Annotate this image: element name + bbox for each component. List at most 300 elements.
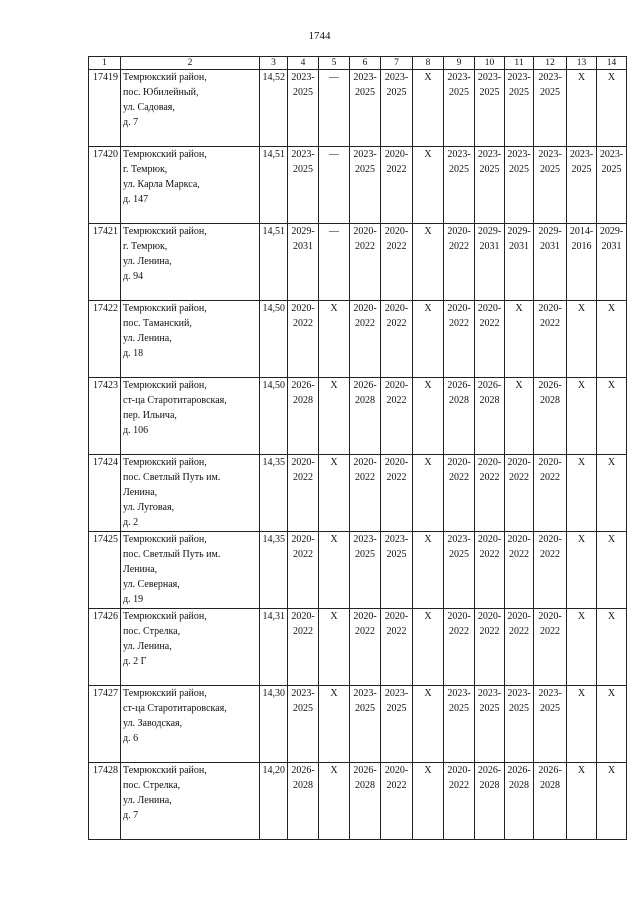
cell-line: 2023- — [538, 149, 562, 160]
period-cell — [350, 301, 381, 378]
period-cell — [413, 609, 444, 686]
period-cell — [444, 70, 475, 147]
cell-line: Ленина, — [123, 564, 158, 575]
cell-line: 2025 — [509, 164, 529, 175]
cell-line: 2028 — [355, 780, 375, 791]
cell-line: 2029- — [599, 226, 624, 237]
cell-line: д. 7 — [123, 117, 139, 128]
cell-line: Темрюкский район, — [123, 688, 207, 699]
cell-line: 2025 — [386, 549, 407, 560]
cell-line: 2031 — [509, 241, 529, 252]
table-row — [89, 224, 627, 301]
cell-line: ст-ца Старотитаровская, — [123, 395, 227, 406]
cell-line: 2020- — [538, 303, 562, 314]
period-cell — [597, 455, 627, 532]
period-cell — [381, 609, 413, 686]
column-header: 14 — [597, 57, 627, 70]
record-number: 17422 — [89, 301, 121, 378]
period-cell — [475, 70, 505, 147]
cell-line: 2023- — [599, 149, 624, 160]
cell-line: 2023- — [507, 149, 531, 160]
record-number: 17420 — [89, 147, 121, 224]
cell-line: ул. Ленина, — [123, 795, 172, 806]
cell-line: 2020- — [447, 226, 471, 237]
cell-line: д. 2 Г — [123, 656, 147, 667]
address-cell — [121, 301, 260, 378]
cell-line: Темрюкский район, — [123, 611, 207, 622]
cell-line: д. 19 — [123, 594, 144, 605]
period-cell — [534, 532, 567, 609]
period-cell — [413, 763, 444, 840]
period-cell — [319, 301, 350, 378]
cell-line: 2020- — [291, 457, 315, 468]
cell-line: X — [607, 534, 616, 545]
period-cell — [350, 686, 381, 763]
cell-line: X — [577, 534, 586, 545]
cell-line: 2014- — [569, 226, 594, 237]
cell-line: 2022 — [449, 626, 469, 637]
cell-line: 2020- — [447, 765, 471, 776]
period-cell — [444, 532, 475, 609]
column-header: 2 — [121, 57, 260, 70]
cell-line: 2022 — [449, 472, 469, 483]
period-cell — [534, 301, 567, 378]
table-row — [89, 686, 627, 763]
table-row — [89, 70, 627, 147]
cell-line: 2020- — [477, 457, 502, 468]
period-cell — [350, 455, 381, 532]
cell-line: 2029- — [477, 226, 502, 237]
period-cell — [567, 686, 597, 763]
period-cell — [475, 455, 505, 532]
column-header: 3 — [260, 57, 288, 70]
cell-line: 2028 — [355, 395, 375, 406]
cell-line: X — [607, 765, 616, 776]
cell-line: — — [329, 149, 339, 160]
period-cell — [534, 455, 567, 532]
period-cell — [413, 301, 444, 378]
cell-line: пос. Светлый Путь им. — [123, 549, 221, 560]
cell-line: 2020- — [384, 303, 409, 314]
period-cell — [534, 147, 567, 224]
cell-line: 2020- — [447, 303, 471, 314]
period-cell — [505, 147, 534, 224]
cell-line: пос. Светлый Путь им. — [123, 472, 221, 483]
period-cell — [413, 70, 444, 147]
record-number: 17426 — [89, 609, 121, 686]
period-cell — [597, 763, 627, 840]
period-cell — [567, 301, 597, 378]
period-cell — [567, 70, 597, 147]
cell-line: X — [424, 303, 432, 314]
column-header: 11 — [505, 57, 534, 70]
table-row — [89, 609, 627, 686]
cell-line: 2025 — [355, 703, 375, 714]
table-row — [89, 378, 627, 455]
period-cell — [319, 224, 350, 301]
area-cell: 14,50 — [260, 301, 288, 378]
cell-line: 2020- — [447, 457, 471, 468]
cell-line: 2020- — [538, 457, 562, 468]
period-cell — [319, 147, 350, 224]
cell-line: 2025 — [601, 164, 622, 175]
cell-line: 2020- — [291, 303, 315, 314]
cell-line: 2022 — [540, 549, 560, 560]
cell-line: 2031 — [540, 241, 560, 252]
period-cell — [567, 763, 597, 840]
cell-line: 2022 — [509, 549, 529, 560]
cell-line: 2025 — [355, 87, 375, 98]
column-header: 7 — [381, 57, 413, 70]
cell-line: 2022 — [449, 318, 469, 329]
cell-line: 2025 — [449, 87, 469, 98]
cell-line: 2022 — [386, 318, 407, 329]
cell-line: X — [607, 72, 616, 83]
cell-line: 2023- — [353, 149, 377, 160]
cell-line: 2022 — [479, 318, 500, 329]
cell-line: X — [424, 611, 432, 622]
cell-line: 2023- — [477, 688, 502, 699]
cell-line: 2022 — [479, 626, 500, 637]
period-cell — [288, 763, 319, 840]
cell-line: 2023- — [538, 72, 562, 83]
cell-line: X — [424, 149, 432, 160]
cell-line: X — [577, 457, 586, 468]
cell-line: Темрюкский район, — [123, 226, 207, 237]
period-cell — [381, 686, 413, 763]
period-cell — [444, 301, 475, 378]
cell-line: 2025 — [509, 703, 529, 714]
cell-line: пос. Таманский, — [123, 318, 192, 329]
cell-line: 2028 — [479, 395, 500, 406]
cell-line: 2026- — [507, 765, 531, 776]
cell-line: 2020- — [507, 457, 531, 468]
period-cell — [505, 224, 534, 301]
area-cell: 14,20 — [260, 763, 288, 840]
cell-line: 2020- — [538, 534, 562, 545]
column-header: 8 — [413, 57, 444, 70]
cell-line: X — [577, 688, 586, 699]
cell-line: ул. Ленина, — [123, 641, 172, 652]
period-cell — [288, 147, 319, 224]
period-cell — [444, 224, 475, 301]
period-cell — [534, 70, 567, 147]
cell-line: ул. Луговая, — [123, 502, 175, 513]
cell-line: 2025 — [509, 87, 529, 98]
period-cell — [350, 378, 381, 455]
period-cell — [350, 609, 381, 686]
period-cell — [505, 301, 534, 378]
cell-line: 2023- — [538, 688, 562, 699]
cell-line: 2023- — [353, 534, 377, 545]
cell-line: X — [330, 303, 338, 314]
table-row — [89, 532, 627, 609]
period-cell — [597, 301, 627, 378]
period-cell — [597, 147, 627, 224]
cell-line: 2026- — [538, 380, 562, 391]
cell-line: 2020- — [384, 380, 409, 391]
cell-line: г. Темрюк, — [123, 164, 168, 175]
cell-line: 2028 — [540, 780, 560, 791]
cell-line: 2020- — [477, 534, 502, 545]
cell-line: 2022 — [479, 472, 500, 483]
cell-line: д. 106 — [123, 425, 149, 436]
period-cell — [475, 532, 505, 609]
cell-line: 2022 — [540, 318, 560, 329]
cell-line: X — [424, 380, 432, 391]
cell-line: Темрюкский район, — [123, 457, 207, 468]
cell-line: 2022 — [449, 241, 469, 252]
cell-line: X — [577, 303, 586, 314]
cell-line: 2022 — [355, 472, 375, 483]
cell-line: 2026- — [291, 765, 315, 776]
cell-line: X — [330, 534, 338, 545]
cell-line: 2025 — [479, 703, 500, 714]
cell-line: X — [424, 534, 432, 545]
cell-line: пер. Ильича, — [123, 410, 177, 421]
period-cell — [381, 378, 413, 455]
cell-line: 2025 — [386, 87, 407, 98]
cell-line: X — [577, 765, 586, 776]
period-cell — [288, 70, 319, 147]
cell-line: 2025 — [449, 703, 469, 714]
cell-line: ул. Северная, — [123, 579, 180, 590]
period-cell — [475, 686, 505, 763]
period-cell — [413, 532, 444, 609]
cell-line: 2022 — [479, 549, 500, 560]
cell-line: 2023- — [507, 72, 531, 83]
cell-line: 2023- — [447, 149, 471, 160]
cell-line: ул. Ленина, — [123, 256, 172, 267]
cell-line: 2029- — [291, 226, 315, 237]
cell-line: — — [329, 226, 339, 237]
cell-line: 2025 — [386, 703, 407, 714]
period-cell — [597, 609, 627, 686]
cell-line: 2028 — [509, 780, 529, 791]
cell-line: 2020- — [353, 611, 377, 622]
period-cell — [567, 532, 597, 609]
period-cell — [475, 378, 505, 455]
address-cell — [121, 686, 260, 763]
address-cell — [121, 763, 260, 840]
cell-line: 2020- — [353, 303, 377, 314]
period-cell — [444, 686, 475, 763]
period-cell — [444, 455, 475, 532]
cell-line: 2020- — [538, 611, 562, 622]
cell-line: 2022 — [386, 395, 407, 406]
cell-line: 2023- — [353, 688, 377, 699]
period-cell — [319, 70, 350, 147]
period-cell — [319, 686, 350, 763]
period-cell — [505, 455, 534, 532]
cell-line: 2023- — [447, 534, 471, 545]
area-cell: 14,51 — [260, 224, 288, 301]
cell-line: 2020- — [447, 611, 471, 622]
cell-line: пос. Стрелка, — [123, 626, 181, 637]
cell-line: 2029- — [507, 226, 531, 237]
cell-line: 2022 — [355, 318, 375, 329]
area-cell: 14,35 — [260, 532, 288, 609]
cell-line: X — [424, 765, 432, 776]
cell-line: 2026- — [447, 380, 471, 391]
period-cell — [567, 455, 597, 532]
period-cell — [381, 763, 413, 840]
period-cell — [288, 224, 319, 301]
cell-line: 2025 — [571, 164, 592, 175]
period-cell — [381, 70, 413, 147]
cell-line: 2022 — [293, 472, 313, 483]
area-cell: 14,30 — [260, 686, 288, 763]
address-cell — [121, 224, 260, 301]
cell-line: 2023- — [447, 688, 471, 699]
record-number: 17421 — [89, 224, 121, 301]
period-cell — [597, 70, 627, 147]
table-row — [89, 147, 627, 224]
period-cell — [475, 609, 505, 686]
cell-line: 2028 — [449, 395, 469, 406]
cell-line: Темрюкский район, — [123, 765, 207, 776]
area-cell: 14,35 — [260, 455, 288, 532]
cell-line: Темрюкский район, — [123, 149, 207, 160]
area-cell: 14,51 — [260, 147, 288, 224]
cell-line: Темрюкский район, — [123, 72, 207, 83]
cell-line: 2020- — [353, 457, 377, 468]
cell-line: ул. Заводская, — [123, 718, 183, 729]
period-cell — [381, 147, 413, 224]
cell-line: 2025 — [540, 703, 560, 714]
cell-line: 2020- — [291, 534, 315, 545]
cell-line: 2028 — [479, 780, 500, 791]
cell-line: 2023- — [569, 149, 594, 160]
cell-line: пос. Стрелка, — [123, 780, 181, 791]
period-cell — [319, 609, 350, 686]
area-cell: 14,52 — [260, 70, 288, 147]
record-number: 17425 — [89, 532, 121, 609]
cell-line: X — [330, 688, 338, 699]
cell-line: 2022 — [386, 164, 407, 175]
period-cell — [475, 147, 505, 224]
cell-line: 2022 — [509, 626, 529, 637]
cell-line: X — [515, 380, 523, 391]
period-cell — [413, 686, 444, 763]
cell-line: X — [515, 303, 523, 314]
period-cell — [350, 70, 381, 147]
period-cell — [505, 686, 534, 763]
period-cell — [597, 532, 627, 609]
record-number: 17419 — [89, 70, 121, 147]
cell-line: 2025 — [540, 164, 560, 175]
column-header: 9 — [444, 57, 475, 70]
cell-line: X — [330, 765, 338, 776]
record-number: 17424 — [89, 455, 121, 532]
cell-line: 2025 — [355, 164, 375, 175]
cell-line: 2022 — [293, 318, 313, 329]
period-cell — [475, 763, 505, 840]
cell-line: Темрюкский район, — [123, 534, 207, 545]
period-cell — [319, 532, 350, 609]
cell-line: X — [330, 457, 338, 468]
period-cell — [288, 378, 319, 455]
cell-line: 2020- — [384, 149, 409, 160]
cell-line: 2023- — [291, 688, 315, 699]
cell-line: 2023- — [384, 534, 409, 545]
cell-line: 2023- — [477, 72, 502, 83]
period-cell — [381, 532, 413, 609]
cell-line: 2026- — [353, 380, 377, 391]
period-cell — [444, 147, 475, 224]
register-body — [89, 57, 627, 840]
cell-line: 2028 — [293, 395, 313, 406]
cell-line: 2023- — [384, 688, 409, 699]
cell-line: 2022 — [386, 241, 407, 252]
cell-line: 2025 — [540, 87, 560, 98]
cell-line: 2022 — [293, 626, 313, 637]
cell-line: 2020- — [507, 534, 531, 545]
period-cell — [567, 147, 597, 224]
period-cell — [350, 224, 381, 301]
cell-line: 2022 — [386, 780, 407, 791]
period-cell — [444, 609, 475, 686]
record-number: 17423 — [89, 378, 121, 455]
cell-line: 2026- — [353, 765, 377, 776]
cell-line: 2028 — [293, 780, 313, 791]
cell-line: X — [330, 611, 338, 622]
cell-line: 2020- — [291, 611, 315, 622]
cell-line: 2023- — [384, 72, 409, 83]
cell-line: X — [577, 72, 586, 83]
cell-line: 2031 — [601, 241, 622, 252]
period-cell — [413, 147, 444, 224]
period-cell — [288, 609, 319, 686]
period-cell — [505, 763, 534, 840]
cell-line: 2025 — [293, 164, 313, 175]
cell-line: д. 2 — [123, 517, 139, 528]
cell-line: 2020- — [353, 226, 377, 237]
cell-line: ст-ца Старотитаровская, — [123, 703, 227, 714]
period-cell — [567, 609, 597, 686]
page-number: 1744 — [308, 30, 331, 42]
cell-line: д. 94 — [123, 271, 144, 282]
cell-line: 2026- — [477, 765, 502, 776]
cell-line: 2022 — [386, 626, 407, 637]
period-cell — [534, 763, 567, 840]
cell-line: ул. Садовая, — [123, 102, 175, 113]
cell-line: пос. Юбилейный, — [123, 87, 199, 98]
cell-line: 2026- — [538, 765, 562, 776]
cell-line: 2020- — [507, 611, 531, 622]
cell-line: 2023- — [447, 72, 471, 83]
period-cell — [413, 378, 444, 455]
cell-line: 2025 — [293, 703, 313, 714]
period-cell — [413, 224, 444, 301]
cell-line: 2028 — [540, 395, 560, 406]
cell-line: 2020- — [477, 303, 502, 314]
cell-line: X — [607, 380, 616, 391]
period-cell — [475, 224, 505, 301]
cell-line: 2023- — [507, 688, 531, 699]
period-cell — [319, 378, 350, 455]
cell-line: 2022 — [540, 626, 560, 637]
cell-line: X — [577, 611, 586, 622]
cell-line: 2022 — [355, 241, 375, 252]
cell-line: 2023- — [353, 72, 377, 83]
cell-line: X — [607, 688, 616, 699]
cell-line: Темрюкский район, — [123, 380, 207, 391]
cell-line: X — [330, 380, 338, 391]
table-row — [89, 455, 627, 532]
period-cell — [381, 301, 413, 378]
cell-line: 2022 — [293, 549, 313, 560]
